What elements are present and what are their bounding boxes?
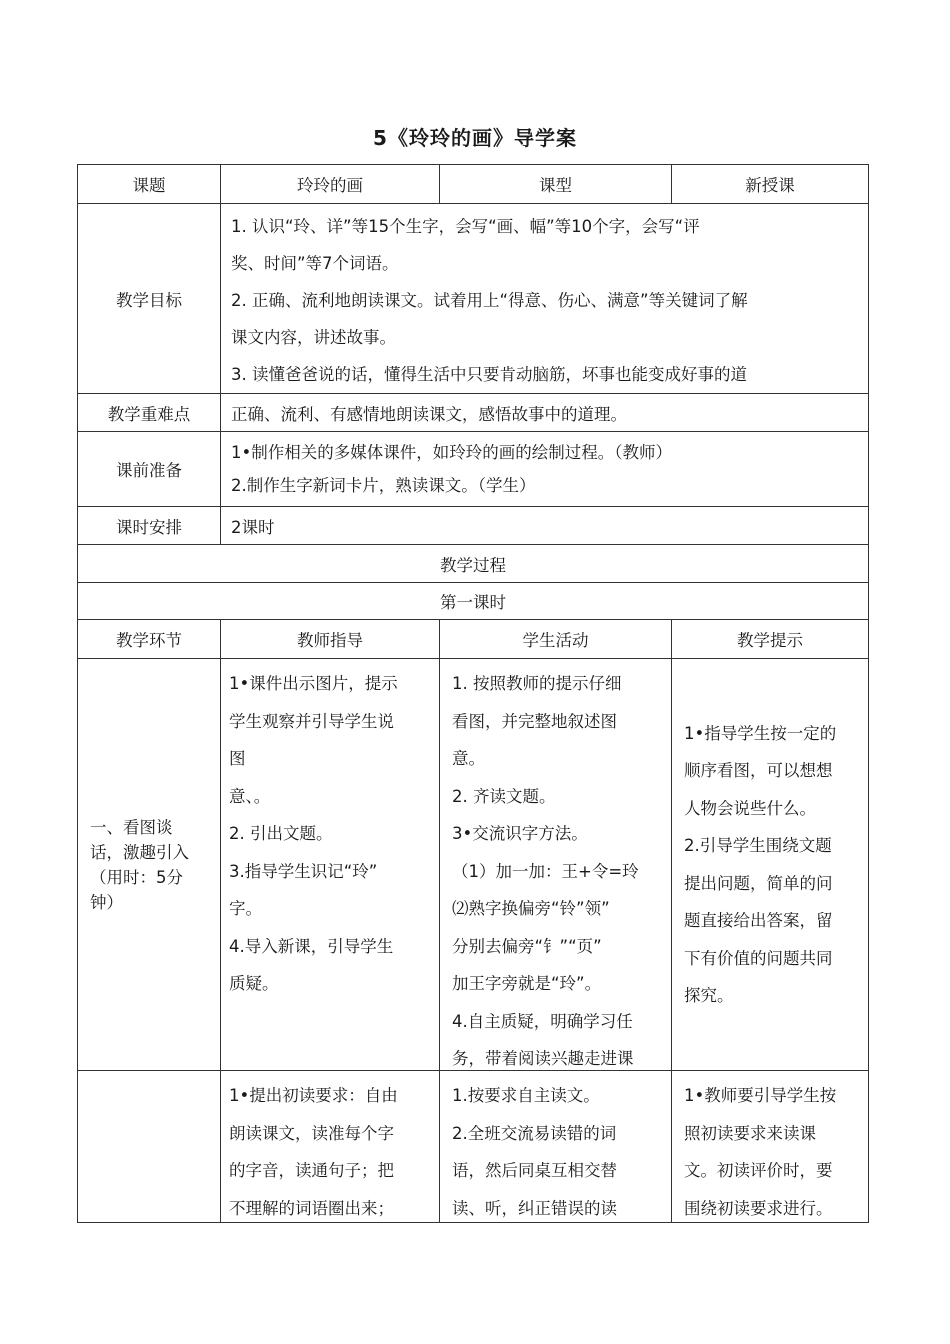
- stage-line: （用时：5分: [90, 867, 183, 887]
- preparation-line: 1•制作相关的多媒体课件，如玲玲的画的绘制过程。（教师）: [231, 443, 672, 462]
- student-line: 2. 齐读文题。: [452, 786, 556, 806]
- tips-line: 1•指导学生按一定的: [684, 723, 837, 743]
- tips-line: 探究。: [684, 986, 734, 1005]
- student-line: 读、听，纠正错误的读: [452, 1198, 617, 1218]
- goals-content: [221, 204, 869, 394]
- teacher-line: 1•课件出示图片，提示: [229, 674, 398, 693]
- student-line: 加王字旁就是“玲”。: [452, 974, 602, 993]
- column-header: 教师指导: [221, 620, 440, 659]
- process-row: [78, 1071, 869, 1223]
- teacher-line: 1•提出初读要求：自由: [229, 1086, 398, 1105]
- student-line: 务，带着阅读兴趣走进课: [452, 1049, 634, 1068]
- process-row: [78, 659, 869, 1071]
- tips-line: 照初读要求来读课: [684, 1123, 816, 1143]
- teacher-line: 的字音，读通句子；把: [229, 1161, 394, 1180]
- tips-line: 人物会说些什么。: [684, 798, 816, 818]
- lesson-title: 第一课时: [78, 583, 869, 620]
- schedule-content: [221, 507, 869, 545]
- type-value: 新授课: [672, 165, 869, 204]
- goal-line: 课文内容，讲述故事。: [231, 328, 396, 347]
- type-label: 课型: [440, 165, 672, 204]
- schedule-label: 课时安排: [78, 507, 221, 545]
- key-points-text: 正确、流利、有感情地朗读课文，感悟故事中的道理。: [231, 404, 627, 424]
- goal-line: 奖、时间”等7个词语。: [231, 254, 399, 273]
- teacher-line: 图: [229, 749, 246, 768]
- preparation-row: [78, 432, 869, 507]
- teacher-cell: [221, 659, 440, 1071]
- goal-line: 2. 正确、流利地朗读课文。试着用上“得意、伤心、满意”等关键词了解: [231, 291, 748, 310]
- teacher-line: 不理解的词语圈出来；: [229, 1198, 394, 1218]
- tips-line: 题直接给出答案，留: [684, 911, 833, 930]
- process-title: 教学过程: [78, 545, 869, 583]
- tips-line: 提出问题，简单的问: [684, 873, 833, 893]
- student-line: 3•交流识字方法。: [452, 824, 588, 843]
- student-line: 看图，并完整地叙述图: [452, 711, 617, 731]
- teacher-line: 意、。: [229, 786, 271, 806]
- student-line: （1）加一加：王+令=玲: [452, 861, 639, 881]
- column-header: 教学环节: [78, 620, 221, 659]
- student-line: 意。: [452, 749, 485, 768]
- student-line: 1. 按照教师的提示仔细: [452, 674, 622, 693]
- stage-line: 话，激趣引入: [90, 842, 189, 862]
- key-points-label: 教学重难点: [78, 394, 221, 432]
- tips-line: 顺序看图，可以想想: [684, 761, 833, 780]
- preparation-content: [221, 432, 869, 507]
- topic-row: [78, 165, 869, 204]
- tips-line: 1•教师要引导学生按: [684, 1086, 837, 1105]
- page-title: 5《玲玲的画》导学案: [373, 126, 577, 150]
- preparation-line: 2.制作生字新词卡片，熟读课文。（学生）: [231, 476, 536, 495]
- student-line: 4.自主质疑，明确学习任: [452, 1011, 633, 1031]
- teacher-line: 字。: [229, 899, 262, 918]
- stage-cell: [78, 1071, 221, 1223]
- student-line: 2.全班交流易读错的词: [452, 1123, 617, 1143]
- column-header: 学生活动: [440, 620, 672, 659]
- process-title-row: [78, 545, 869, 583]
- lesson-title-row: [78, 583, 869, 620]
- schedule-text: 2课时: [231, 517, 275, 537]
- teacher-line: 朗读课文，读准每个字: [229, 1123, 394, 1143]
- goals-label: 教学目标: [78, 204, 221, 394]
- teacher-line: 3.指导学生识记“玲”: [229, 861, 378, 881]
- stage-line: 钟）: [90, 892, 123, 912]
- key-points-row: [78, 394, 869, 432]
- student-line: ⑵熟字换偏旁“铃”领”: [452, 899, 610, 918]
- lesson-plan-table: [77, 164, 869, 1223]
- tips-line: 文。初读评价时，要: [684, 1161, 833, 1180]
- teacher-line: 质疑。: [229, 974, 279, 993]
- tips-line: 围绕初读要求进行。: [684, 1198, 833, 1218]
- teacher-line: 4.导入新课，引导学生: [229, 936, 394, 956]
- column-header: 教学提示: [672, 620, 869, 659]
- goal-line: 3. 读懂爸爸说的话，懂得生活中只要肯动脑筋，坏事也能变成好事的道: [231, 365, 747, 384]
- student-cell: [440, 659, 672, 1071]
- student-cell: [440, 1071, 672, 1223]
- student-line: 1.按要求自主读文。: [452, 1086, 600, 1105]
- stage-cell: [78, 659, 221, 1071]
- teacher-cell: [221, 1071, 440, 1223]
- teacher-line: 学生观察并引导学生说: [229, 711, 394, 731]
- stage-line: 一、看图谈: [90, 817, 173, 837]
- topic-label: 课题: [78, 165, 221, 204]
- goals-row: [78, 204, 869, 394]
- tips-line: 下有价值的问题共同: [684, 948, 833, 968]
- goal-line: 1. 认识“玲、详”等15个生字，会写“画、幅”等10个字，会写“评: [231, 217, 700, 236]
- student-line: 分别去偏旁“钅”“页”: [452, 936, 602, 956]
- column-header-row: [78, 620, 869, 659]
- topic-value: 玲玲的画: [221, 165, 440, 204]
- student-line: 语，然后同桌互相交替: [452, 1161, 617, 1180]
- tips-cell: [672, 659, 869, 1071]
- tips-cell: [672, 1071, 869, 1223]
- tips-line: 2.引导学生围绕文题: [684, 836, 832, 855]
- schedule-row: [78, 507, 869, 545]
- key-points-content: [221, 394, 869, 432]
- teacher-line: 2. 引出文题。: [229, 824, 333, 843]
- preparation-label: 课前准备: [78, 432, 221, 507]
